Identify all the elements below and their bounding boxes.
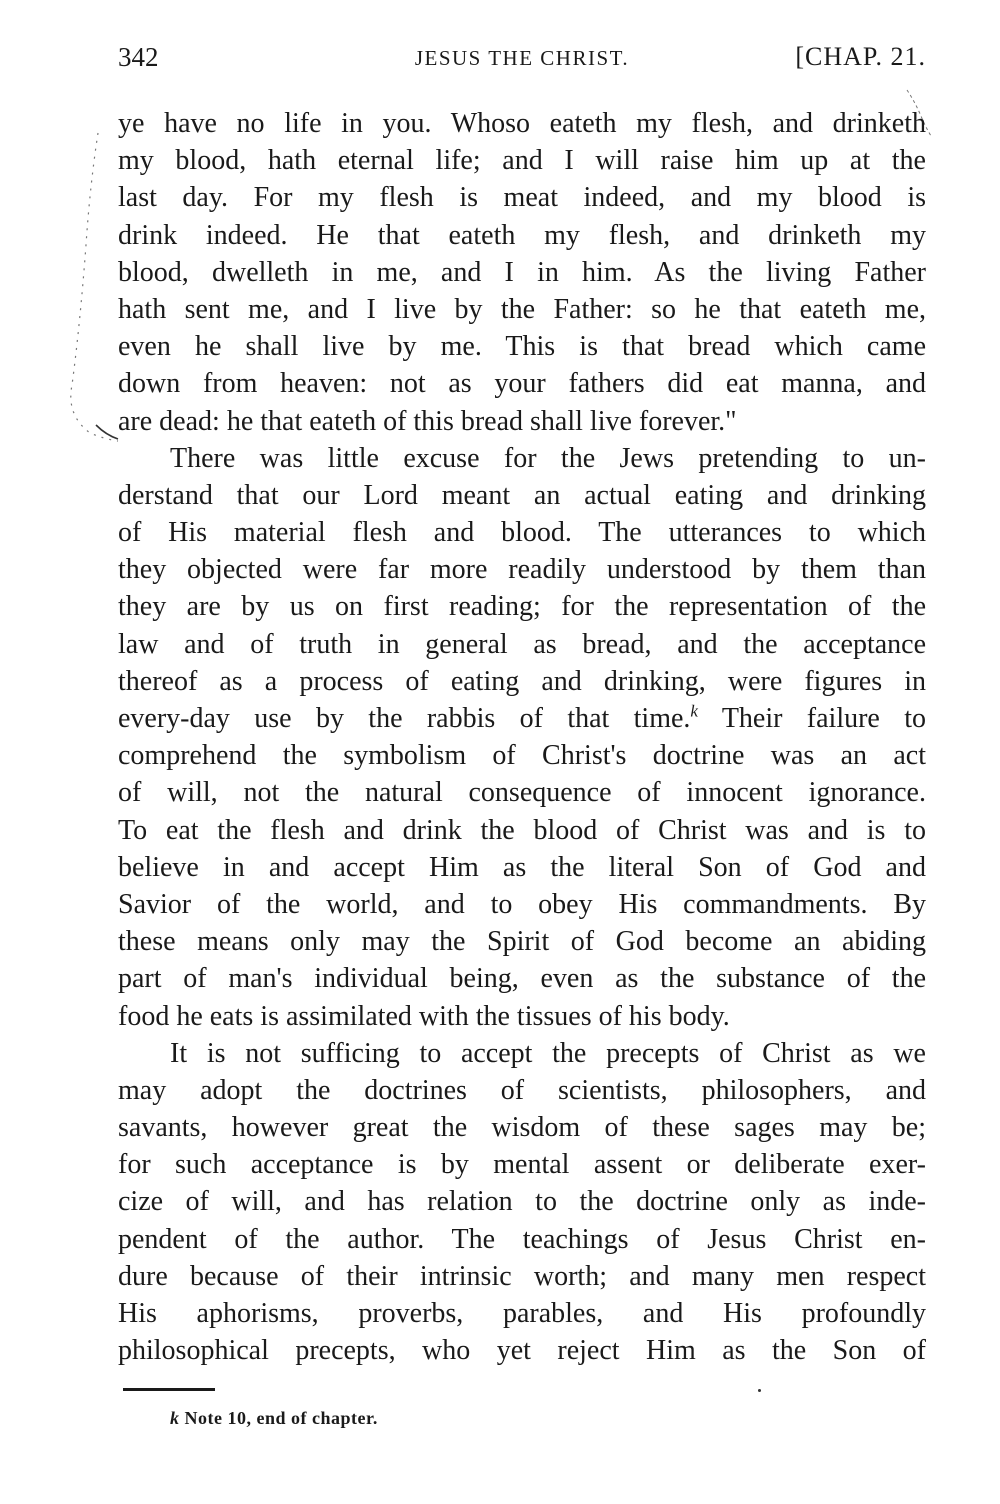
text-line bbox=[118, 1146, 926, 1183]
text-line bbox=[118, 960, 926, 997]
text-line-content: His aphorisms, proverbs, parables, and His profoundly bbox=[118, 1298, 926, 1329]
text-line bbox=[118, 588, 926, 625]
text-line-content: of will, not the natural consequence of innocent ignorance. bbox=[118, 777, 926, 809]
page-body bbox=[118, 105, 926, 1369]
text-line bbox=[118, 923, 926, 960]
text-line-content: part of man's individual being, even as the substance of the bbox=[118, 963, 926, 995]
text-line bbox=[118, 774, 926, 811]
text-line-content: these means only may the Spirit of God become an abiding bbox=[118, 926, 926, 958]
text-line bbox=[118, 179, 926, 216]
page-number: 342 bbox=[118, 42, 159, 72]
text-line-content: ye have no life in you. Whoso eateth my flesh, and drinketh bbox=[118, 108, 926, 139]
text-line bbox=[118, 1221, 926, 1258]
text-line-content: philosophical precepts, who yet reject Him as the Son of bbox=[118, 1335, 926, 1367]
text-line-content: are dead: he that eateth of this bread shall live forever." bbox=[118, 405, 737, 437]
footnote-text: Note 10, end of chapter. bbox=[184, 1408, 378, 1428]
footnote-reference: k bbox=[690, 701, 698, 721]
text-line bbox=[118, 1183, 926, 1220]
text-line-content: every-day use by the rabbis of that time. bbox=[118, 703, 691, 734]
text-line bbox=[118, 737, 926, 774]
text-line-content: of His material flesh and blood. The utterances to which bbox=[118, 517, 926, 549]
text-line bbox=[118, 365, 926, 402]
text-line-content: savants, however great the wisdom of these sages may be; bbox=[118, 1112, 926, 1144]
text-line-continuation: Their failure to bbox=[697, 703, 926, 734]
text-line bbox=[118, 700, 926, 737]
text-line-content: thereof as a process of eating and drinking, were figures in bbox=[118, 665, 926, 697]
text-line-content: dure because of their intrinsic worth; and many men respect bbox=[118, 1260, 926, 1292]
text-line bbox=[118, 254, 926, 291]
text-line bbox=[118, 514, 926, 551]
text-line bbox=[118, 812, 926, 849]
text-line bbox=[118, 217, 926, 254]
footnote-divider bbox=[123, 1388, 215, 1391]
pencil-bracket-icon bbox=[60, 125, 120, 445]
text-line-content: believe in and accept Him as the literal Son of God and bbox=[118, 851, 926, 883]
text-line-content: down from heaven: not as your fathers did eat manna, and bbox=[118, 368, 926, 400]
text-line-content: pendent of the author. The teachings of Jesus Christ en- bbox=[118, 1223, 926, 1255]
text-line-content: last day. For my flesh is meat indeed, and my blood is bbox=[118, 182, 926, 214]
text-line bbox=[118, 403, 926, 440]
text-line bbox=[118, 328, 926, 365]
text-line-content: law and of truth in general as bread, and the acceptance bbox=[118, 628, 926, 660]
ink-speck bbox=[758, 1389, 761, 1392]
text-line bbox=[118, 663, 926, 700]
text-line bbox=[118, 1035, 926, 1072]
text-line bbox=[118, 886, 926, 923]
text-line-content: they objected were far more readily understood by them than bbox=[118, 554, 926, 586]
text-line-content: drink indeed. He that eateth my flesh, and drinketh my bbox=[118, 219, 926, 251]
text-line-content: food he eats is assimilated with the tissues of his body. bbox=[118, 1000, 730, 1032]
text-line-content: hath sent me, and I live by the Father: so he that eateth me, bbox=[118, 293, 926, 325]
text-line-content: my blood, hath eternal life; and I will raise him up at the bbox=[118, 145, 926, 177]
footnote bbox=[170, 1408, 378, 1429]
text-line bbox=[118, 1332, 926, 1369]
text-line bbox=[118, 849, 926, 886]
text-line-content: cize of will, and has relation to the doctrine only as inde- bbox=[118, 1186, 926, 1218]
text-line-content: It is not sufficing to accept the precepts of Christ as we bbox=[170, 1037, 926, 1069]
text-line bbox=[118, 1295, 926, 1332]
text-line-content: for such acceptance is by mental assent or deliberate exer- bbox=[118, 1149, 926, 1181]
text-line-content: they are by us on first reading; for the representation of the bbox=[118, 591, 926, 623]
text-line-content: may adopt the doctrines of scientists, philosophers, and bbox=[118, 1074, 926, 1106]
text-line bbox=[118, 440, 926, 477]
text-line bbox=[118, 626, 926, 663]
text-line-content: comprehend the symbolism of Christ's doctrine was an act bbox=[118, 740, 926, 772]
text-line bbox=[118, 291, 926, 328]
running-title: JESUS THE CHRIST. bbox=[414, 46, 630, 70]
text-line bbox=[118, 1258, 926, 1295]
text-line-content: derstand that our Lord meant an actual eating and drinking bbox=[118, 479, 926, 511]
text-line bbox=[118, 1109, 926, 1146]
text-line bbox=[118, 105, 926, 142]
text-line bbox=[118, 1072, 926, 1109]
text-line bbox=[118, 142, 926, 179]
text-line bbox=[118, 551, 926, 588]
text-line-content: Savior of the world, and to obey His commandments. By bbox=[118, 888, 926, 920]
text-line bbox=[118, 477, 926, 514]
footnote-marker: k bbox=[170, 1408, 180, 1428]
text-line-content: even he shall live by me. This is that bread which came bbox=[118, 331, 926, 363]
running-header bbox=[118, 42, 926, 82]
text-line-content: There was little excuse for the Jews pretending to un- bbox=[170, 442, 926, 474]
chapter-label: [CHAP. 21. bbox=[795, 42, 926, 71]
text-line bbox=[118, 998, 926, 1035]
text-line-content: To eat the flesh and drink the blood of Christ was and is to bbox=[118, 814, 926, 846]
text-line-content: blood, dwelleth in me, and I in him. As the living Father bbox=[118, 256, 926, 288]
